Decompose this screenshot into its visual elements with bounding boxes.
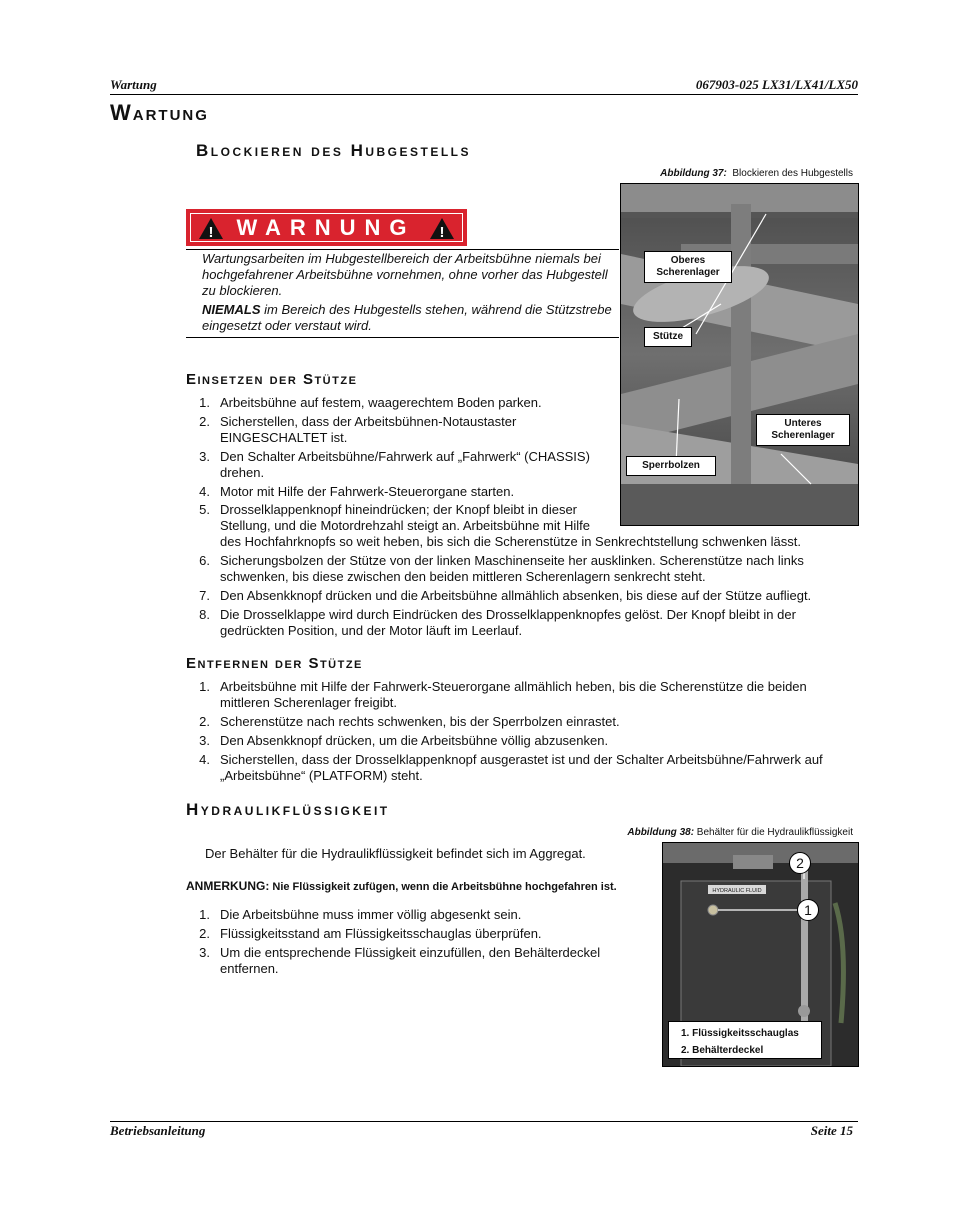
note-text: Nie Flüssigkeit zufügen, wenn die Arbeitsbühne hochgefahren ist. — [269, 881, 617, 893]
list-item: 4. Motor mit Hilfe der Fahrwerk-Steuerorgane starten. — [199, 484, 515, 499]
header-rule — [110, 94, 858, 95]
figure37-caption-text: Blockieren des Hubgestells — [732, 168, 853, 179]
list-item: 6. Sicherungsbolzen der Stütze von der linken Maschinenseite her ausklinken. Scherenstütze nach links schwenken, bis diese zwischen den beiden mittleren Scherenlagern senkrecht steht. — [199, 553, 804, 584]
list-item: 3. Um die entsprechende Flüssigkeit einzufüllen, den Behälterdeckel entfernen. — [199, 945, 601, 976]
page-title: Wartung — [110, 100, 209, 125]
list-item: 3. Den Absenkknopf drücken, um die Arbeitsbühne völlig abzusenken. — [199, 733, 609, 748]
section-title-blockieren: Blockieren des Hubgestells — [196, 141, 472, 160]
entfernen-steps — [190, 679, 850, 784]
list-item: 2. Sicherstellen, dass der Arbeitsbühnen-Notaustaster EINGESCHALTET ist. — [199, 414, 517, 445]
header-left: Wartung — [110, 77, 157, 92]
warning-niemals: NIEMALS — [202, 302, 261, 317]
warning-banner — [186, 209, 467, 246]
warning-top-rule — [186, 249, 619, 250]
einsetzen-step-5: 5. Drosselklappenknopf hineindrücken; der Knopf bleibt in dieser Stellung, und die Motordrehzahl steigt an. Arbeitsbühne mit Hilfe des Hochfahrknopfs so weit heben, bis sich die Scherenstütze in Senkrechtstellung schwenken lässt. — [190, 502, 850, 550]
step-5-text — [220, 502, 850, 550]
note-label: ANMERKUNG: — [186, 879, 270, 893]
svg-text:!: ! — [439, 224, 445, 240]
figure38-caption-text: Behälter für die Hydraulikflüssigkeit — [694, 827, 853, 838]
footer-right: Seite 15 — [810, 1123, 853, 1138]
label-unteres-scherenlager: Unteres Scherenlager — [756, 414, 850, 446]
figure38-legend — [668, 1021, 822, 1059]
callout-2: 2 — [789, 852, 811, 874]
warning-triangle-icon-right — [429, 217, 455, 240]
list-item: 4. Sicherstellen, dass der Drosselklappenknopf ausgerastet ist und der Schalter Arbeitsbühne/Fahrwerk auf „Arbeitsbühne“ (PLATFORM) steht. — [199, 752, 823, 783]
figure37-caption-label: Abbildung 37: — [660, 168, 727, 179]
step-5-text-part-1: Drosselklappenknopf hineindrücken; der Knopf bleibt in dieser Stellung, und die Motordrehzahl steigt an. Arbeitsbühne mit Hilfe — [220, 502, 590, 533]
callout-1: 1 — [797, 899, 819, 921]
list-item: 2. Scherenstütze nach rechts schwenken, bis der Sperrbolzen einrastet. — [199, 714, 620, 729]
warning-paragraph-2-rest: im Bereich des Hubgestells stehen, während die Stützstrebe eingesetzt oder verstaut wird. — [202, 302, 612, 333]
list-item: 2. Flüssigkeitsstand am Flüssigkeitsschauglas überprüfen. — [199, 926, 542, 941]
figure38-caption — [627, 827, 853, 838]
list-item: 7. Den Absenkknopf drücken und die Arbeitsbühne allmählich absenken, bis diese auf der Stütze aufliegt. — [199, 588, 812, 603]
legend-item: 2. Behälterdeckel — [681, 1045, 764, 1056]
hydraulik-intro: Der Behälter für die Hydraulikflüssigkeit befindet sich im Aggregat. — [205, 846, 586, 861]
legend-item: 1. Flüssigkeitsschauglas — [681, 1028, 799, 1039]
list-item: 3. Den Schalter Arbeitsbühne/Fahrwerk auf „Fahrwerk“ (CHASSIS) drehen. — [199, 449, 590, 480]
warning-triangle-icon — [198, 217, 224, 240]
warning-word: WARNUNG — [236, 215, 416, 240]
einsetzen-steps-top — [190, 395, 850, 503]
warning-paragraph-2 — [202, 302, 614, 334]
figure38-caption-label: Abbildung 38: — [627, 827, 695, 838]
figure38-photo — [662, 842, 859, 1067]
list-item: 8. Die Drosselklappe wird durch Eindrücken des Drosselklappenknopfes gelöst. Der Knopf bleibt in der gedrückten Position, und der Motor läuft im Leerlauf. — [199, 607, 796, 638]
footer-left: Betriebsanleitung — [110, 1123, 206, 1138]
warning-paragraph-1: Wartungsarbeiten im Hubgestellbereich der Arbeitsbühne niemals bei hochgefahrener Arbeitsbühne vornehmen, ohne vorher das Hubgestell zu blockieren. — [202, 251, 608, 298]
hydraulik-steps — [190, 907, 620, 977]
label-oberes-scherenlager: Oberes Scherenlager — [644, 251, 732, 283]
step-5-text-part-2: des Hochfahrknopfs so weit heben, bis sich die Scherenstütze in Senkrechtstellung schwenken lässt. — [220, 534, 801, 549]
einsetzen-steps-bottom — [190, 553, 850, 639]
header-right: 067903-025 LX31/LX41/LX50 — [695, 77, 858, 92]
footer-rule — [110, 1121, 858, 1122]
list-item: 1. Die Arbeitsbühne muss immer völlig abgesenkt sein. — [199, 907, 522, 922]
list-item: 1. Arbeitsbühne mit Hilfe der Fahrwerk-Steuerorgane allmählich heben, bis die Scherenstütze die beiden mittleren Scherenlager freigibt. — [199, 679, 807, 710]
list-item: 1. Arbeitsbühne auf festem, waagerechtem Boden parken. — [199, 395, 542, 410]
tank-label-text: HYDRAULIC FLUID — [712, 888, 762, 894]
hydraulik-note — [186, 879, 617, 893]
figure37-caption — [660, 168, 853, 179]
section-title-einsetzen: Einsetzen der Stütze — [186, 371, 358, 388]
label-stuetze: Stütze — [644, 327, 692, 347]
section-title-entfernen: Entfernen der Stütze — [186, 655, 363, 672]
svg-text:!: ! — [208, 224, 214, 240]
section-title-hydraulik: Hydraulikflüssigkeit — [186, 800, 390, 819]
label-sperrbolzen: Sperrbolzen — [626, 456, 716, 476]
warning-bottom-rule — [186, 337, 619, 338]
